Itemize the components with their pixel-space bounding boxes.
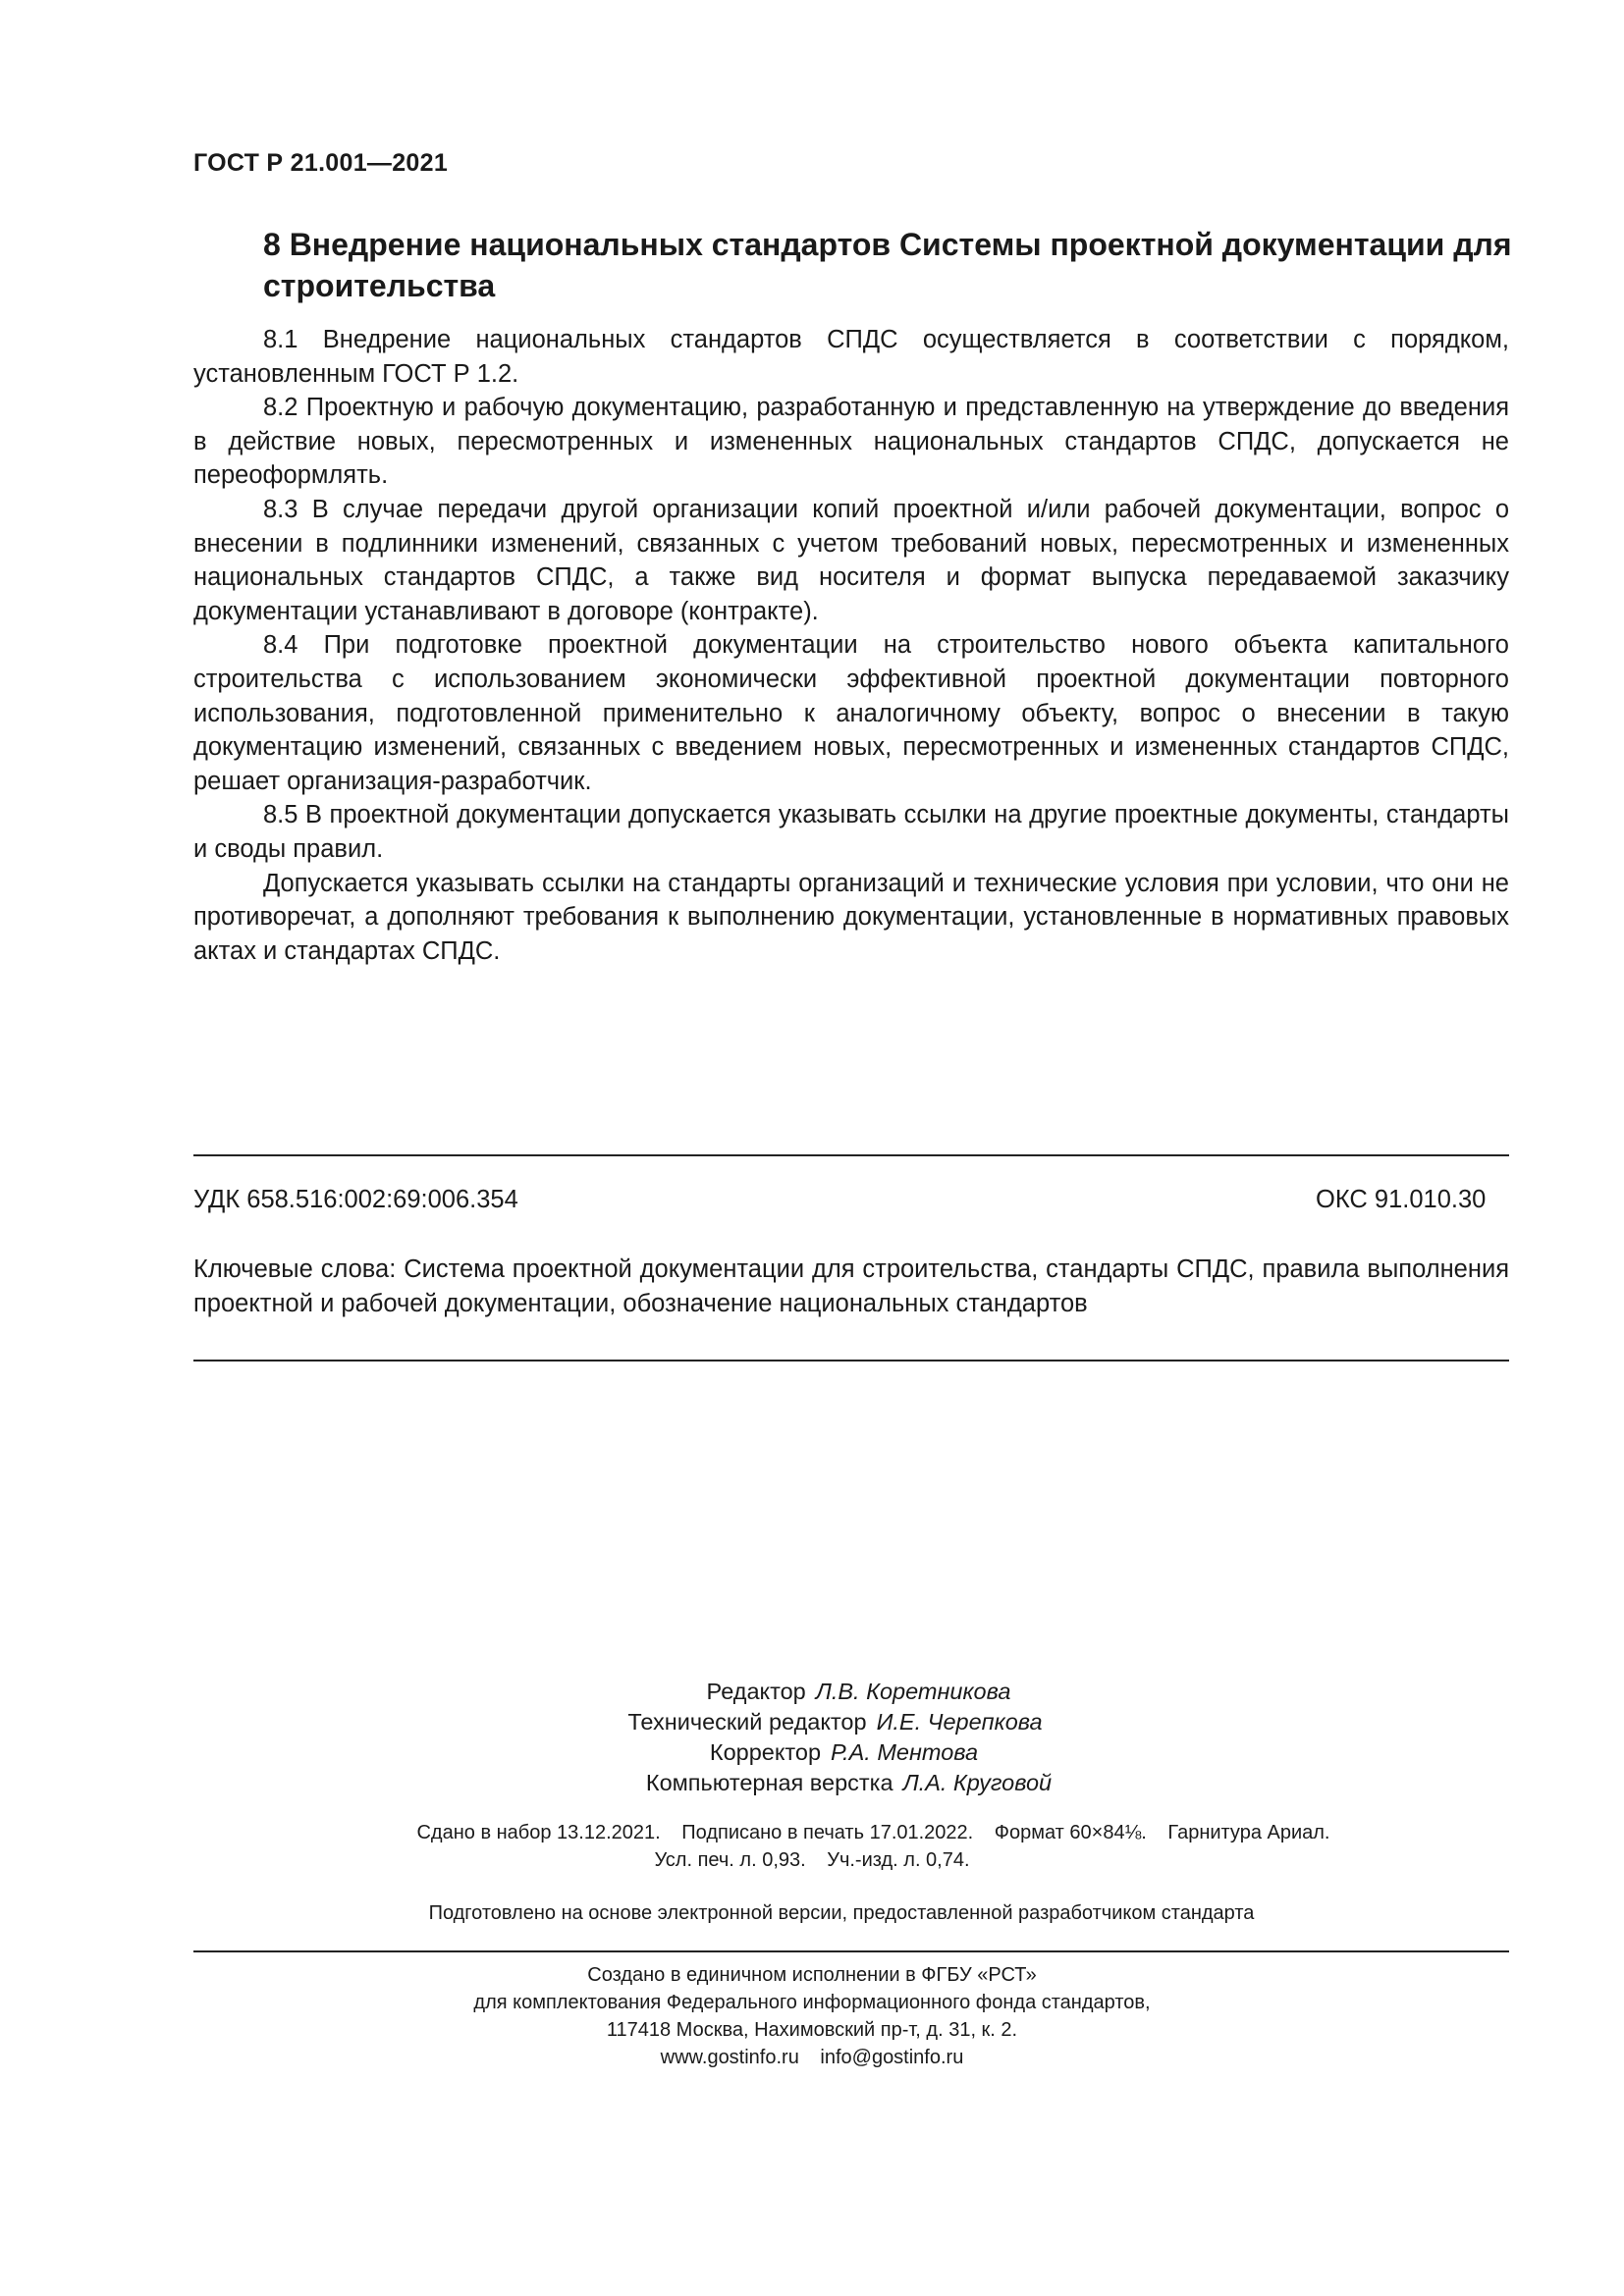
credits-block xyxy=(0,1677,1624,1798)
footer-contacts xyxy=(0,2044,1624,2071)
footer-line-2: для комплектования Федерального информационного фонда стандартов, xyxy=(473,1992,1151,2013)
edition-sheets: Уч.-изд. л. 0,74. xyxy=(827,1849,970,1871)
print-sheets: Усл. печ. л. 0,93. xyxy=(654,1849,806,1871)
publication-info xyxy=(0,1819,1624,1874)
email-link[interactable]: info@gostinfo.ru xyxy=(820,2047,964,2068)
publication-line-2 xyxy=(0,1846,1624,1874)
typeface: Гарнитура Ариал. xyxy=(1167,1822,1330,1843)
credit-role: Корректор xyxy=(709,1739,822,1765)
credit-name: И.Е. Черепкова xyxy=(876,1709,1043,1735)
footer-block xyxy=(0,1961,1624,2071)
footer-line-3: 117418 Москва, Нахимовский пр-т, д. 31, к. 2. xyxy=(606,2019,1018,2041)
typeset-date: Сдано в набор 13.12.2021. xyxy=(416,1822,661,1843)
credit-corrector xyxy=(0,1737,1624,1768)
credit-name: Л.В. Коретникова xyxy=(815,1679,1011,1704)
paragraph-8-2: 8.2 Проектную и рабочую документацию, разработанную и представленную на утверждение до введения в действие новых, пересмотренных и измененных национальных стандартов СПДС, допускается не переоформлять. xyxy=(193,394,1509,490)
publication-line-1 xyxy=(0,1819,1624,1846)
credit-name: Л.А. Круговой xyxy=(902,1770,1053,1795)
credit-role: Компьютерная верстка xyxy=(645,1770,893,1795)
oks-code: ОКС 91.010.30 xyxy=(1316,1186,1487,1213)
credit-name: Р.А. Ментова xyxy=(831,1739,979,1765)
credit-role: Редактор xyxy=(706,1679,806,1704)
credit-role: Технический редактор xyxy=(627,1709,867,1735)
prepared-note: Подготовлено на основе электронной версии, предоставленной разработчиком стандарта xyxy=(428,1902,1255,1924)
credit-tech-editor xyxy=(0,1707,1624,1737)
paragraph-8-1: 8.1 Внедрение национальных стандартов СПДС осуществляется в соответствии с порядком, установленным ГОСТ Р 1.2. xyxy=(193,326,1509,388)
paper-format: Формат 60×84⅛. xyxy=(994,1822,1147,1843)
paragraph-8-4: 8.4 При подготовке проектной документации на строительство нового объекта капитального строительства с использованием экономически эффективной проектной документации повторного использования, подготовленной применительно к аналогичному объекту, вопрос о внесении в такую документацию изменений, связанных с введением новых, пересмотренных и измененных стандартов СПДС, решает организация-разработчик. xyxy=(193,631,1509,795)
paragraph-8-3: 8.3 В случае передачи другой организации копий проектной и/или рабочей документации, вопрос о внесении в подлинники изменений, связанных с учетом требований новых, пересмотренных и измененных национальных стандартов СПДС, а также вид носителя и формат выпуска передаваемой заказчику документации устанавливают в договоре (контракте). xyxy=(193,495,1509,625)
divider-keywords xyxy=(193,1360,1509,1362)
signed-date: Подписано в печать 17.01.2022. xyxy=(681,1822,974,1843)
divider-top xyxy=(193,1154,1509,1156)
divider-footer xyxy=(193,1950,1509,1952)
credit-layout xyxy=(0,1768,1624,1798)
section-body xyxy=(193,323,1509,968)
udc-code: УДК 658.516:002:69:006.354 xyxy=(193,1186,518,1213)
document-code: ГОСТ Р 21.001—2021 xyxy=(193,149,449,177)
website-link[interactable]: www.gostinfo.ru xyxy=(660,2047,799,2068)
section-title: 8 Внедрение национальных стандартов Системы проектной документации для строительства xyxy=(263,227,1512,303)
paragraph-8-5: 8.5 В проектной документации допускается указывать ссылки на другие проектные документы, стандарты и своды правил. xyxy=(193,801,1509,863)
keywords: Ключевые слова: Система проектной документации для строительства, стандарты СПДС, правила выполнения проектной и рабочей документации, обозначение национальных стандартов xyxy=(193,1255,1509,1317)
paragraph-8-5-note: Допускается указывать ссылки на стандарты организаций и технические условия при условии, что они не противоречат, а дополняют требования к выполнению документации, установленные в нормативных правовых актах и стандартах СПДС. xyxy=(193,869,1509,965)
credit-editor xyxy=(0,1677,1624,1707)
footer-line-1: Создано в единичном исполнении в ФГБУ «РСТ» xyxy=(587,1964,1037,1986)
